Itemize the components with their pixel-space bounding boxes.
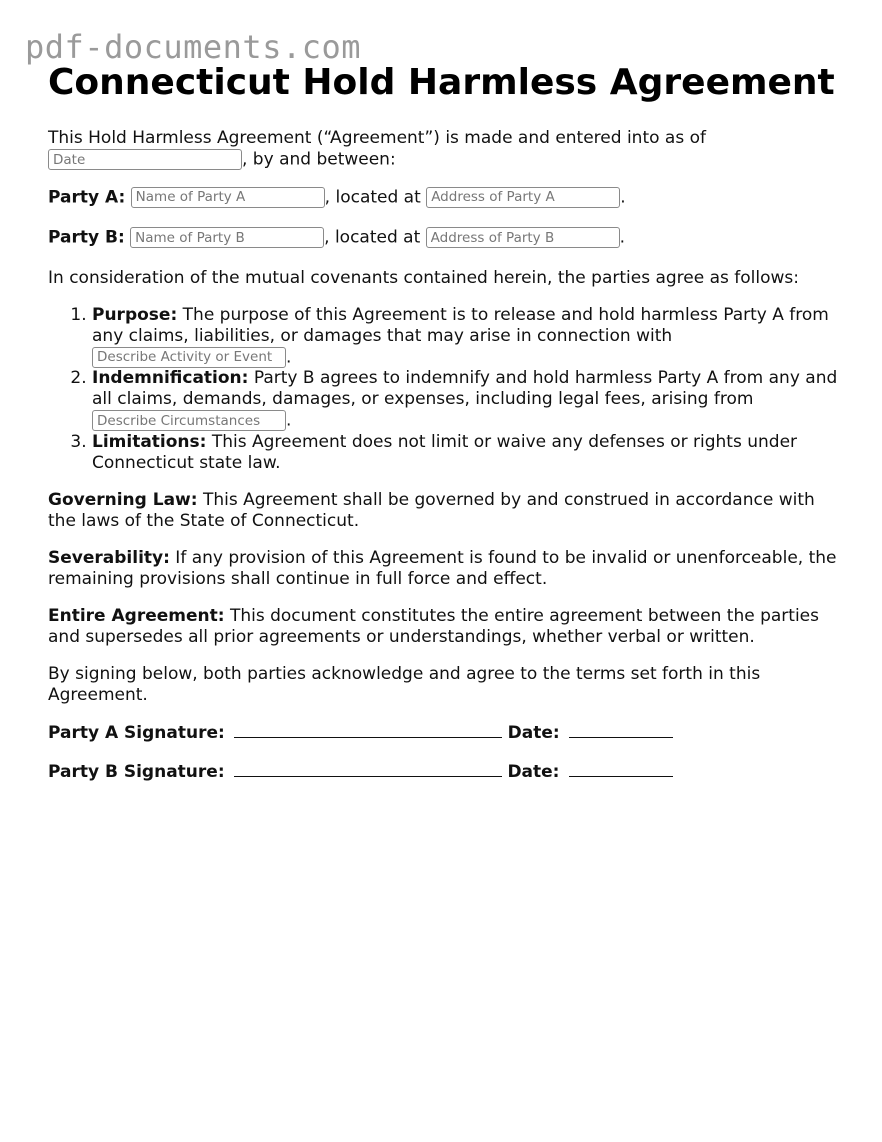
agreement-date-field[interactable] [48,149,242,170]
party-a-date-label: Date: [507,722,560,743]
clause-indemnification [92,368,848,432]
clause-heading: Purpose: [92,304,178,325]
acknowledgement-paragraph: By signing below, both parties acknowledge and agree to the terms set forth in this Agreement. [48,663,761,705]
governing-law-heading: Governing Law: [48,489,198,510]
entire-agreement-paragraph [48,606,848,648]
clause-heading: Indemnification: [92,368,249,388]
party-a-end: . [620,187,626,207]
party-b-end: . [619,227,626,248]
party-b-name-field[interactable] [130,227,324,248]
clause-text: The purpose of this Agreement is to release and hold harmless Party A from any claims, liabilities, or damages that may arise in connection with [92,304,829,346]
circumstances-field[interactable] [92,410,286,431]
party-b-date-blank[interactable] [569,761,673,777]
party-a-signature-blank[interactable] [234,722,502,738]
governing-law-text: This Agreement shall be governed by and construed in accordance with the laws of the State of Connecticut. [48,489,815,531]
party-a-signature-line [48,722,848,744]
document-page [48,62,848,800]
clause-heading: Limitations: [92,431,207,452]
clause-text: This Agreement does not limit or waive any defenses or rights under Connecticut state law. [92,431,798,473]
watermark: pdf-documents.com [25,28,362,66]
clause-limitations [92,432,848,474]
party-a-signature-label: Party A Signature: [48,722,225,743]
intro-text: This Hold Harmless Agreement (“Agreement”) is made and entered into as of [48,128,706,148]
party-b-address-field[interactable] [426,227,620,248]
severability-paragraph [48,548,848,590]
party-b-signature-label: Party B Signature: [48,761,225,782]
party-b-signature-blank[interactable] [234,761,502,777]
party-b-date-label: Date: [507,761,560,782]
clause-end: . [286,347,292,367]
governing-law-paragraph [48,490,848,532]
activity-event-field[interactable] [92,347,286,368]
entire-agreement-text: This document constitutes the entire agreement between the parties and supersedes all prior agreements or understandings, whether verbal or written. [48,605,819,647]
clause-purpose [92,305,848,369]
intro-text-after: , by and between: [242,149,396,170]
severability-text: If any provision of this Agreement is found to be invalid or unenforceable, the remaining provisions shall continue in full force and effect. [48,547,837,589]
party-a-date-blank[interactable] [569,722,673,738]
party-a-name-field[interactable] [131,187,325,208]
party-a-located-text: , located at [324,187,421,207]
party-b-located-text: , located at [324,227,421,248]
party-a-address-field[interactable] [426,187,620,208]
page-title: Connecticut Hold Harmless Agreement [48,62,835,103]
severability-heading: Severability: [48,547,170,568]
party-b-signature-line [48,761,848,783]
intro-paragraph [48,128,848,171]
clauses-list [48,305,848,474]
party-a-label: Party A: [48,187,126,207]
party-a-line [48,187,848,209]
clause-end: . [286,410,292,431]
clause-text: Party B agrees to indemnify and hold harmless Party A from any and all claims, demands, damages, or expenses, including legal fees, arising from [92,368,838,409]
consideration-paragraph: In consideration of the mutual covenants contained herein, the parties agree as follows: [48,267,800,288]
party-b-label: Party B: [48,227,125,248]
party-b-line [48,227,848,249]
entire-agreement-heading: Entire Agreement: [48,605,225,626]
